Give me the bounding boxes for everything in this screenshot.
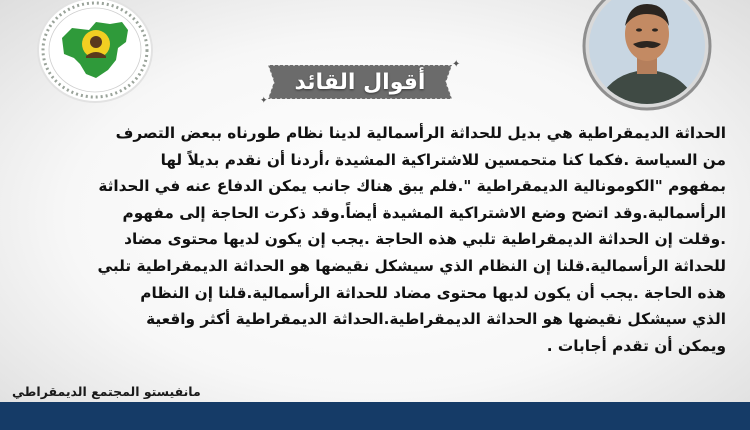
leader-portrait [577, 0, 717, 105]
quote-line: الرأسمالية.وقد اتضح وضع الاشتراكية المشيدة أيضاً.وقد ذكرت الحاجة إلى مفهوم [122, 203, 726, 222]
quote-line: هذه الحاجة .يجب أن يكون لديها محتوى مضاد للحداثة الرأسمالية.قلنا إن النظام [140, 283, 726, 302]
quote-line: الحداثة الديمقراطية هي بديل للحداثة الرأسمالية لدينا نظام طورناه ببعض التصرف [115, 124, 726, 142]
quote-text [14, 120, 726, 359]
bottom-bar [0, 402, 750, 430]
quote-line: .وقلت إن الحداثة الديمقراطية تلبي هذه الحاجة .يجب إن يكون لديها محتوى مضاد [124, 230, 726, 249]
title: أقوال القائد [294, 69, 426, 95]
quote-line: الذي سيشكل نقيضها هو الحداثة الديمقراطية.الحداثة الديمقراطية أكثر واقعية [146, 310, 726, 329]
quote-line: للحداثة الرأسمالية.قلنا إن النظام الذي سيشكل نقيضها هو الحداثة الديمقراطية تلبي [97, 256, 726, 275]
svg-text:✦: ✦ [260, 96, 268, 106]
quote-line: ويمكن أن تقدم أجابات . [546, 336, 726, 355]
quote-line: بمفهوم "الكومونالية الديمقراطية ".فلم يبق هناك جانب يمكن الدفاع عنه في الحداثة [98, 177, 726, 196]
quote-line: من السياسة .فكما كنا متحمسين للاشتراكية المشيدة ،أردنا أن نقدم بديلاً لها [160, 150, 726, 169]
svg-text:✦: ✦ [452, 59, 461, 70]
source-caption: مانفيستو المجتمع الديمقراطي [12, 384, 201, 399]
organization-logo [34, 0, 156, 104]
